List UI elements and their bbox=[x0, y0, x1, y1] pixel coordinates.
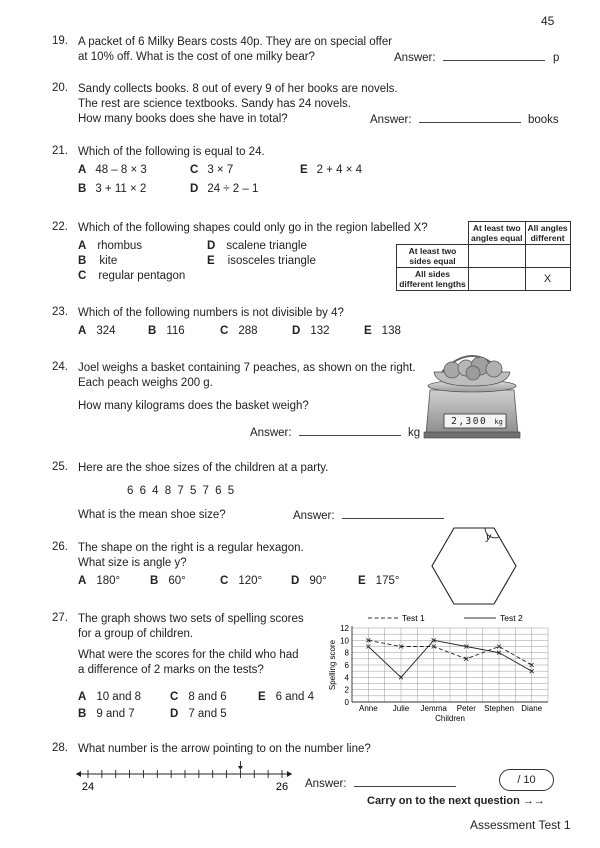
option[interactable]: C regular pentagon bbox=[78, 270, 186, 282]
question-text: Joel weighs a basket containing 7 peaches, as shown on the right. bbox=[78, 362, 416, 374]
carry-on-text: Carry on to the next question →→ bbox=[367, 795, 545, 807]
option[interactable]: C 8 and 6 bbox=[170, 691, 227, 703]
question-number: 19. bbox=[52, 35, 68, 47]
answer-label: Answer: bbox=[370, 114, 412, 126]
end-label: 26 bbox=[275, 781, 289, 793]
shape-sorting-table bbox=[396, 221, 571, 291]
option[interactable]: A 324 bbox=[78, 325, 116, 337]
score-box: / 10 bbox=[499, 769, 554, 791]
right-arrowhead bbox=[287, 771, 292, 777]
number-line bbox=[74, 760, 294, 794]
angle-label: y bbox=[486, 532, 491, 543]
option[interactable]: B 116 bbox=[148, 325, 185, 337]
y-tick-label: 0 bbox=[344, 698, 349, 707]
question-text: Which of the following shapes could only go in the region labelled X? bbox=[78, 222, 428, 234]
option[interactable]: E 2 + 4 × 4 bbox=[300, 164, 363, 176]
x-tick-label: Stephen bbox=[484, 704, 514, 713]
option[interactable]: B kite bbox=[78, 255, 118, 267]
row-header: All sides different lengths bbox=[397, 268, 469, 291]
answer-unit: kg bbox=[407, 427, 421, 439]
question-number: 28. bbox=[52, 742, 68, 754]
option[interactable]: E 138 bbox=[364, 325, 401, 337]
column-header: At least two angles equal bbox=[469, 222, 526, 245]
option[interactable]: D 132 bbox=[292, 325, 330, 337]
option[interactable]: C 3 × 7 bbox=[190, 164, 234, 176]
answer-blank[interactable] bbox=[443, 50, 545, 61]
answer-blank[interactable] bbox=[342, 508, 444, 519]
option[interactable]: E 175° bbox=[358, 575, 400, 587]
question-text: How many books does she have in total? bbox=[78, 113, 288, 125]
option[interactable]: B 3 + 11 × 2 bbox=[78, 183, 147, 195]
y-tick-label: 8 bbox=[344, 648, 349, 658]
y-tick-label: 12 bbox=[340, 624, 349, 633]
question-text: The shape on the right is a regular hexagon. bbox=[78, 542, 304, 554]
question-number: 26. bbox=[52, 541, 68, 553]
row-header: At least two sides equal bbox=[397, 245, 469, 268]
y-tick-label: 10 bbox=[340, 636, 349, 646]
table-cell bbox=[469, 245, 526, 268]
question-number: 23. bbox=[52, 306, 68, 318]
option[interactable]: D 7 and 5 bbox=[170, 708, 227, 720]
question-number: 24. bbox=[52, 361, 68, 373]
hexagon-shape bbox=[432, 528, 516, 604]
y-axis-label: Spelling score bbox=[328, 639, 337, 691]
question-text: at 10% off. What is the cost of one milky bear? bbox=[78, 51, 315, 63]
question-number: 22. bbox=[52, 221, 68, 233]
question-number: 25. bbox=[52, 461, 68, 473]
option[interactable]: D 90° bbox=[291, 575, 327, 587]
question-text: What size is angle y? bbox=[78, 557, 187, 569]
option[interactable]: C 120° bbox=[220, 575, 263, 587]
option[interactable]: D scalene triangle bbox=[207, 240, 307, 252]
question-text: How many kilograms does the basket weigh? bbox=[78, 400, 309, 412]
answer-blank[interactable] bbox=[354, 776, 456, 787]
table-cell bbox=[525, 245, 570, 268]
option[interactable]: A 10 and 8 bbox=[78, 691, 142, 703]
region-x-cell: X bbox=[525, 268, 570, 291]
question-text: Sandy collects books. 8 out of every 9 of her books are novels. bbox=[78, 83, 398, 95]
answer-label: Answer: bbox=[293, 510, 335, 522]
option[interactable]: E isosceles triangle bbox=[207, 255, 316, 267]
question-text: What number is the arrow pointing to on the number line? bbox=[78, 743, 371, 755]
x-tick-label: Anne bbox=[358, 704, 378, 713]
table-cell bbox=[469, 268, 526, 291]
option[interactable]: B 60° bbox=[150, 575, 186, 587]
answer-label: Answer: bbox=[394, 52, 436, 64]
option[interactable]: C 288 bbox=[220, 325, 258, 337]
question-text: The graph shows two sets of spelling scores bbox=[78, 613, 304, 625]
y-tick-label: 2 bbox=[344, 685, 349, 695]
x-tick-label: Peter bbox=[456, 704, 476, 713]
question-text: A packet of 6 Milky Bears costs 40p. They are on special offer bbox=[78, 36, 393, 48]
question-text: for a group of children. bbox=[78, 628, 194, 640]
question-text: Which of the following numbers is not divisible by 4? bbox=[78, 307, 344, 319]
question-text: What were the scores for the child who had bbox=[78, 649, 299, 661]
question-text: What is the mean shoe size? bbox=[78, 509, 226, 521]
x-tick-label: Diane bbox=[521, 704, 543, 713]
start-label: 24 bbox=[81, 781, 95, 793]
answer-label: Answer: bbox=[305, 778, 347, 790]
pointer-arrowhead bbox=[238, 766, 243, 770]
question-text: The rest are science textbooks. Sandy has 24 novels. bbox=[78, 98, 351, 110]
page-number: 45 bbox=[541, 14, 555, 28]
option[interactable]: A rhombus bbox=[78, 240, 143, 252]
hexagon-diagram bbox=[424, 526, 524, 606]
y-tick-label: 6 bbox=[344, 661, 349, 670]
x-axis-label: Children bbox=[435, 714, 465, 723]
question-text: Each peach weighs 200 g. bbox=[78, 377, 213, 389]
question-number: 20. bbox=[52, 82, 68, 94]
question-number: 27. bbox=[52, 612, 68, 624]
left-arrowhead bbox=[76, 771, 81, 777]
question-number: 21. bbox=[52, 145, 68, 157]
answer-blank[interactable] bbox=[299, 425, 401, 436]
shoe-sizes: 6 6 4 8 7 5 7 6 5 bbox=[127, 485, 235, 497]
option[interactable]: E 6 and 4 bbox=[258, 691, 315, 703]
answer-label: Answer: bbox=[250, 427, 292, 439]
y-tick-label: 4 bbox=[344, 673, 349, 683]
question-text: a difference of 2 marks on the tests? bbox=[78, 664, 264, 676]
column-header: All angles different bbox=[525, 222, 570, 245]
scale-display: 2,300 kg bbox=[451, 416, 503, 427]
option[interactable]: D 24 ÷ 2 – 1 bbox=[190, 183, 259, 195]
question-text: Which of the following is equal to 24. bbox=[78, 146, 265, 158]
answer-blank[interactable] bbox=[419, 112, 521, 123]
answer-unit: p bbox=[552, 52, 560, 64]
legend-label: Test 2 bbox=[500, 613, 523, 623]
spelling-score-chart bbox=[324, 610, 554, 732]
question-text: Here are the shoe sizes of the children at a party. bbox=[78, 462, 329, 474]
option[interactable]: B 9 and 7 bbox=[78, 708, 135, 720]
option[interactable]: A 48 – 8 × 3 bbox=[78, 164, 147, 176]
answer-unit: books bbox=[527, 114, 559, 126]
x-tick-label: Jemma bbox=[420, 704, 447, 713]
legend-label: Test 1 bbox=[402, 613, 425, 623]
x-tick-label: Julie bbox=[392, 704, 410, 713]
test-name: Assessment Test 1 bbox=[470, 818, 571, 832]
option[interactable]: A 180° bbox=[78, 575, 121, 587]
